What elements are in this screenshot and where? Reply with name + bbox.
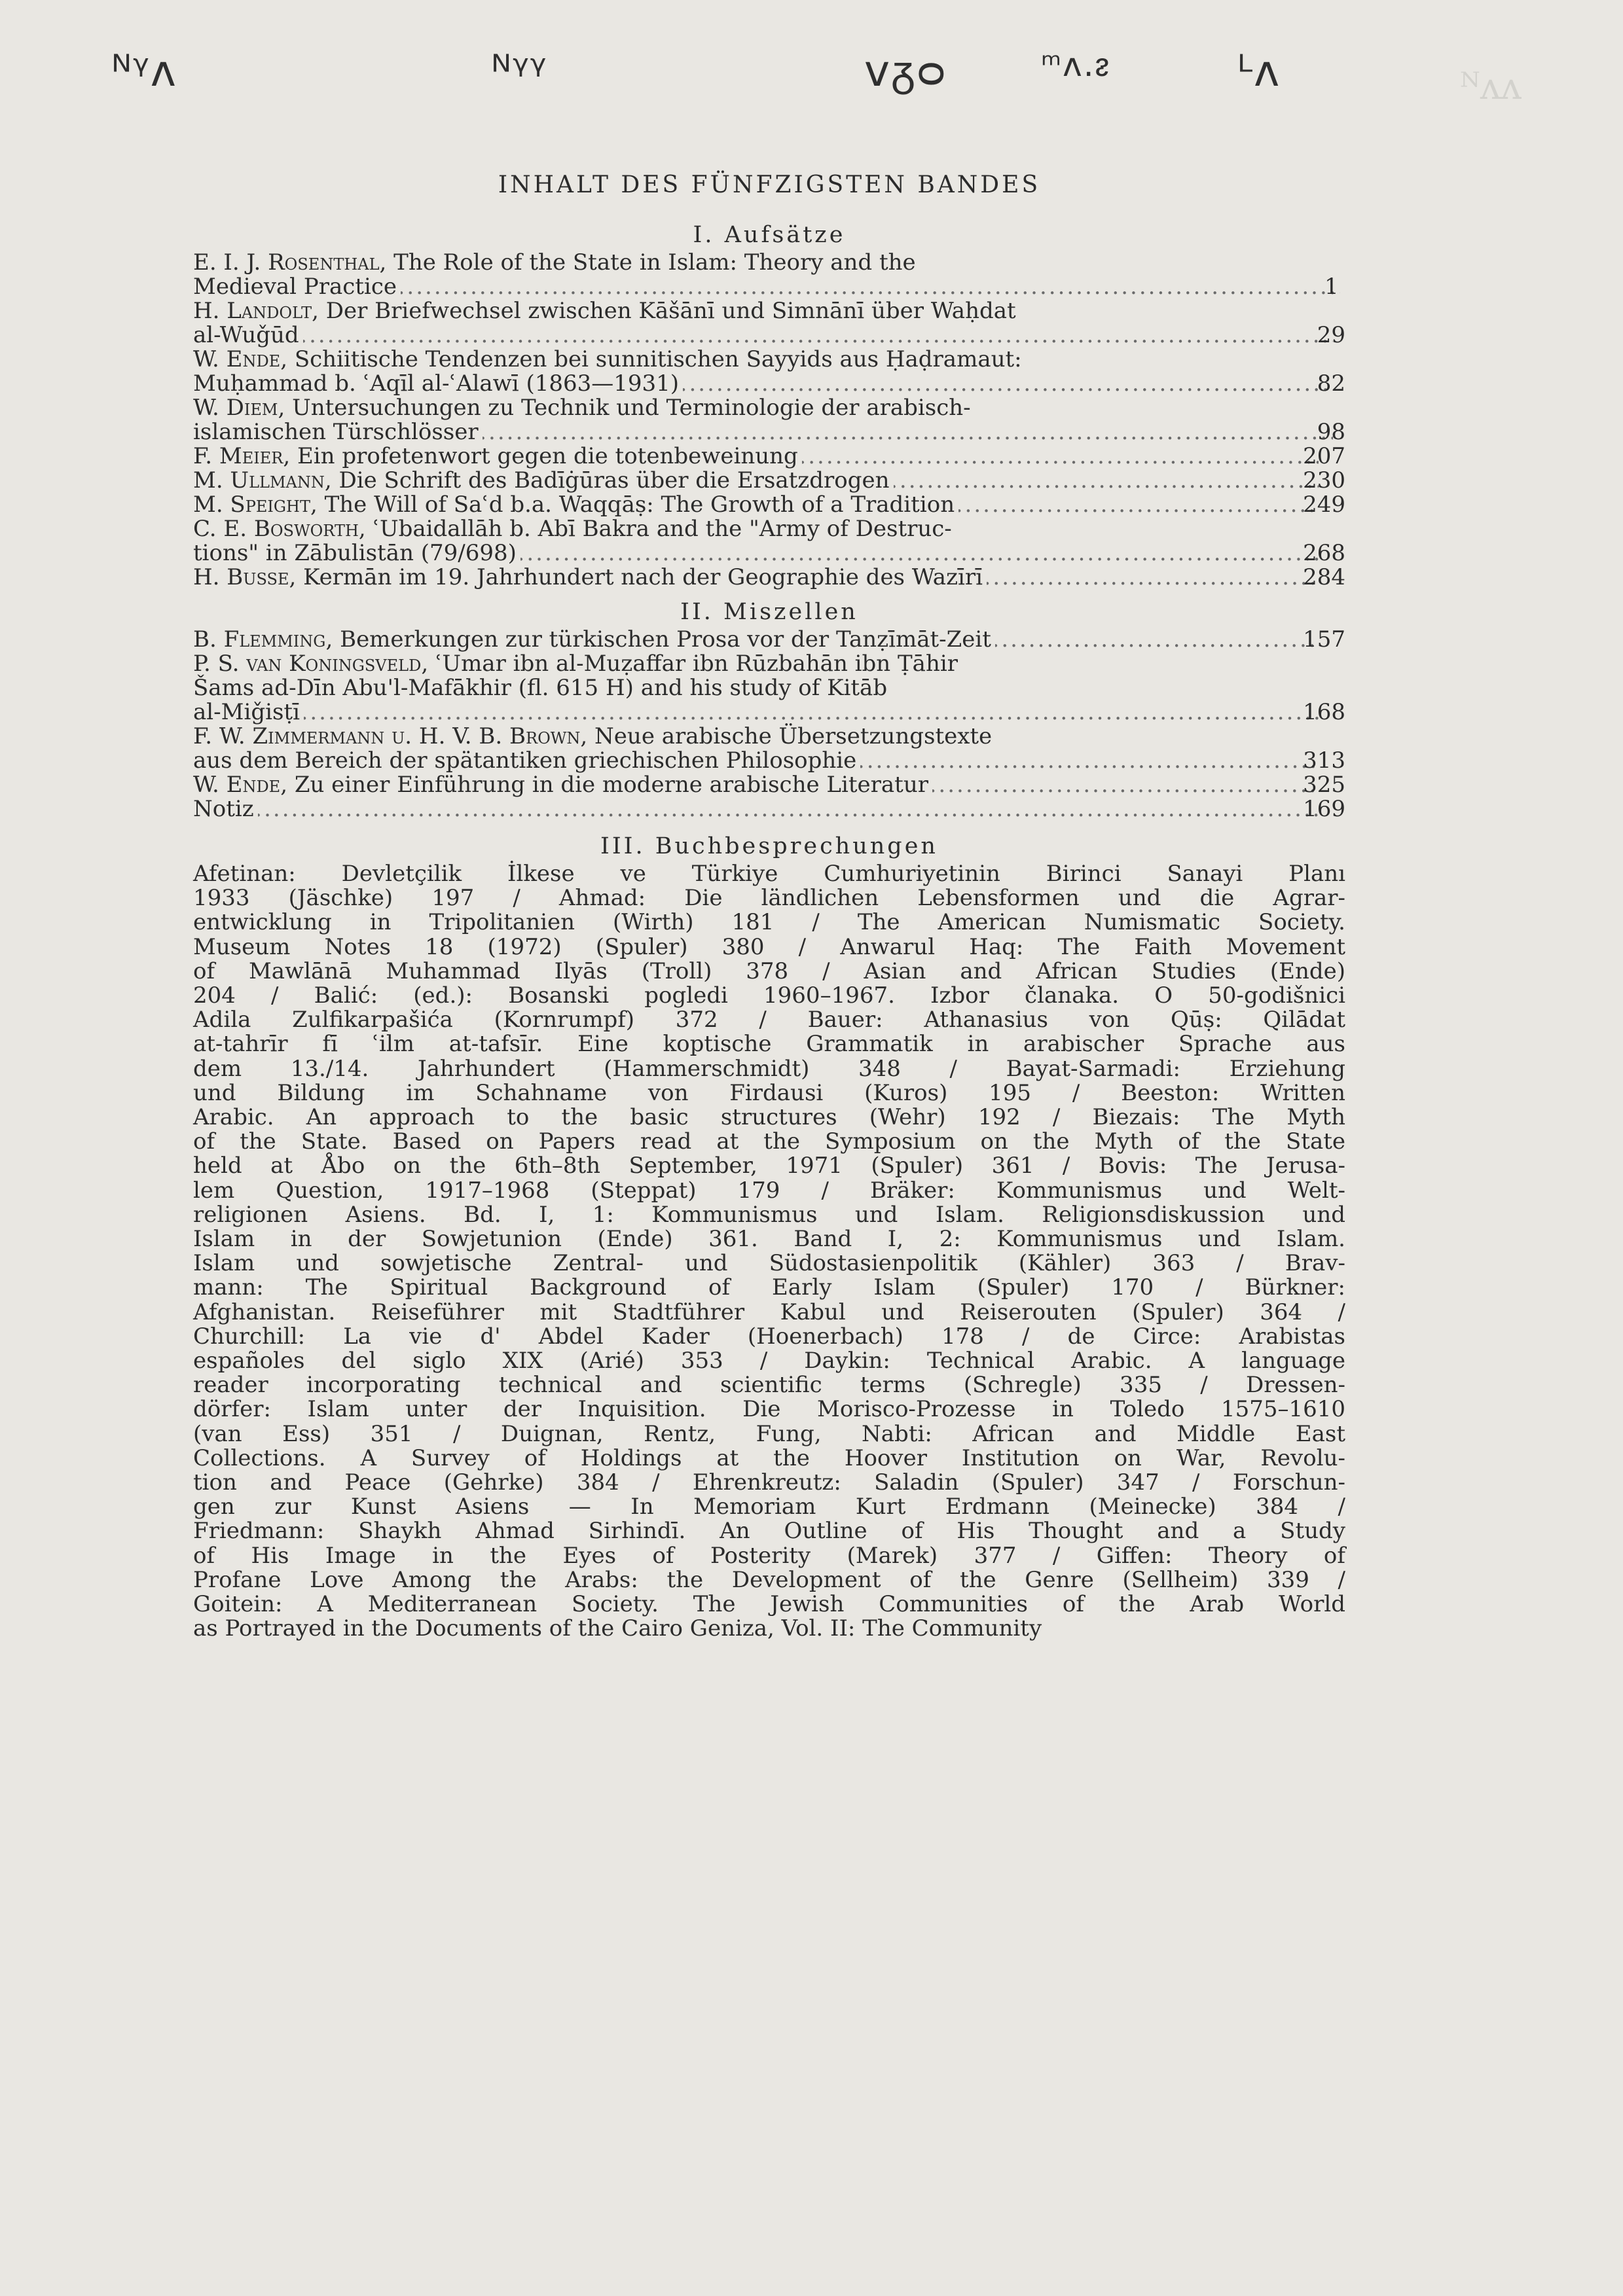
toc-entry-text: H. Busse, Kermān im 19. Jahrhundert nach der Geographie des Wazīrī [193, 564, 983, 590]
dot-leader [802, 444, 1319, 469]
review-line: gen zur Kunst Asiens — In Memoriam Kurt Erdmann (Meinecke) 384 / [193, 1494, 1345, 1520]
page-number: 207 [1303, 443, 1345, 469]
toc-author: B. Flemming, [193, 626, 340, 653]
toc-entry [193, 628, 1345, 652]
toc-entry-text: islamischen Türschlösser [193, 419, 479, 445]
review-line: Goitein: A Mediterranean Society. The Jewish Communities of the Arab World [193, 1591, 1345, 1618]
miszellen-list [193, 628, 1345, 821]
page-title: INHALT DES FÜNFZIGSTEN BANDES [498, 171, 1041, 198]
dot-leader [258, 797, 1319, 821]
dot-leader [932, 773, 1319, 797]
toc-entry-line [193, 747, 1345, 774]
handwritten-note: ᴠᵹᴑ [864, 46, 947, 96]
section-heading-aufsaetze: I. Aufsätze [693, 222, 846, 248]
toc-entry-text: E. I. J. Rosenthal, The Role of the State in Islam: Theory and the [193, 249, 916, 276]
page-number: 230 [1303, 467, 1345, 493]
toc-entry-line [193, 796, 1345, 822]
page-number: 249 [1303, 492, 1345, 518]
review-line: religionen Asiens. Bd. I, 1: Kommunismus und Islam. Religionsdiskussion und [193, 1201, 1345, 1228]
toc-entry-text: aus dem Bereich der spätantiken griechischen Philosophie [193, 747, 857, 774]
toc-entry [193, 348, 1345, 396]
review-line: (van Ess) 351 / Duignan, Rentz, Fung, Nabti: African and Middle East [193, 1420, 1345, 1447]
review-line: Afetinan: Devletçilik İlkese ve Türkiye Cumhuriyetinin Birinci Sanayi Planı [193, 861, 1345, 887]
toc-entry [193, 299, 1345, 348]
page-number: 169 [1303, 796, 1345, 822]
review-line: Islam und sowjetische Zentral- und Südostasienpolitik (Kähler) 363 / Brav- [193, 1250, 1345, 1277]
page-number: 325 [1303, 772, 1345, 798]
section-heading-buchbesprechungen: III. Buchbesprechungen [600, 833, 938, 859]
toc-entry-line [193, 626, 1345, 653]
aufsaetze-list [193, 251, 1345, 590]
toc-entry-text: B. Flemming, Bemerkungen zur türkischen Prosa vor der Tanẓīmāt-Zeit [193, 626, 991, 653]
toc-entry-line: Medieval Practice ..... 1 [214, 275, 1345, 299]
toc-entry-line [193, 699, 1345, 725]
toc-author: C. E. Bosworth, [193, 516, 373, 542]
toc-entry-line [193, 492, 1345, 518]
page-number: 313 [1303, 747, 1345, 774]
dot-leader [995, 628, 1319, 652]
toc-entry-line [193, 772, 1345, 798]
review-line: 1933 (Jäschke) 197 / Ahmad: Die ländlichen Lebensformen und die Agrar- [193, 885, 1345, 912]
review-line: Islam in der Sowjetunion (Ende) 361. Band I, 2: Kommunismus und Islam. [193, 1226, 1345, 1253]
toc-entry [193, 725, 1345, 773]
toc-entry-line [193, 540, 1345, 566]
review-line: españoles del siglo XIX (Arié) 353 / Daykin: Technical Arabic. A language [193, 1348, 1345, 1374]
toc-entry-text: W. Diem, Untersuchungen zu Technik und Terminologie der arabisch- [193, 395, 971, 421]
toc-entry-text: Muḥammad b. ʿAqīl al-ʿAlawī (1863—1931) [193, 370, 680, 397]
review-line: Churchill: La vie d' Abdel Kader (Hoenerbach) 178 / de Circe: Arabistas [193, 1323, 1345, 1350]
page-number: 157 [1303, 626, 1345, 653]
toc-author: F. W. Zimmermann u. H. V. B. Brown, [193, 723, 595, 749]
toc-entry-line [193, 249, 1345, 276]
toc-entry-line [193, 322, 1345, 348]
review-line: entwicklung in Tripolitanien (Wirth) 181 / The American Numismatic Society. [193, 909, 1345, 936]
review-line: Afghanistan. Reiseführer mit Stadtführer Kabul und Reiserouten (Spuler) 364 / [193, 1299, 1345, 1325]
toc-entry [193, 652, 1345, 725]
dot-leader [987, 565, 1319, 590]
toc-author: W. Ende, [193, 772, 295, 798]
toc-author: P. S. van Koningsveld, [193, 651, 435, 677]
page-number: 268 [1303, 540, 1345, 566]
bleed-through: ᴺᴧᴧ [1460, 65, 1522, 108]
toc-entry-line [193, 395, 1345, 421]
handwritten-note: ᴸᴧ [1237, 46, 1281, 96]
toc-entry-text: F. Meier, Ein profetenwort gegen die totenbeweinung [193, 443, 798, 469]
review-line: 204 / Balić: (ed.): Bosanski pogledi 1960–1967. Izbor članaka. O 50-godišnici [193, 982, 1345, 1009]
dot-leader [958, 493, 1319, 517]
toc-entry-text: M. Ullmann, Die Schrift des Badīġūras über die Ersatzdrogen [193, 467, 890, 493]
toc-entry-line [193, 723, 1345, 749]
handwritten-note: ᴺᵞᴧ [111, 46, 177, 96]
toc-entry-text: M. Speight, The Will of Saʿd b.a. Waqqāṣ: The Growth of a Tradition [193, 492, 955, 518]
toc-entry-text: F. W. Zimmermann u. H. V. B. Brown, Neue arabische Übersetzungstexte [193, 723, 993, 749]
toc-entry-line [193, 675, 1345, 701]
handwritten-note: ᴺᵞᵞ [491, 46, 548, 96]
toc-entry [193, 444, 1345, 469]
toc-entry-text: C. E. Bosworth, ʿUbaidallāh b. Abī Bakra and the "Army of Destruc- [193, 516, 952, 542]
review-line: Adila Zulfikarpašića (Kornrumpf) 372 / Bauer: Athanasius von Qūṣ: Qilādat [193, 1007, 1345, 1033]
toc-entry-line [193, 419, 1345, 445]
page-number: 284 [1303, 564, 1345, 590]
review-line: Profane Love Among the Arabs: the Development of the Genre (Sellheim) 339 / [193, 1566, 1345, 1593]
toc-entry-text: tions" in Zābulistān (79/698) [193, 540, 517, 566]
toc-entry [193, 773, 1345, 797]
toc-entry-line [193, 516, 1345, 542]
toc-author: E. I. J. Rosenthal, [193, 249, 394, 276]
toc-author: W. Diem, [193, 395, 293, 421]
toc-author: F. Meier, [193, 443, 297, 469]
toc-author: M. Ullmann, [193, 467, 339, 493]
review-line: reader incorporating technical and scientific terms (Schregle) 335 / Dressen- [193, 1372, 1345, 1399]
dot-leader [894, 469, 1319, 493]
toc-entry-text: W. Ende, Zu einer Einführung in die moderne arabische Literatur [193, 772, 928, 798]
toc-entry [193, 396, 1345, 444]
dot-leader [303, 323, 1333, 348]
toc-entry [193, 493, 1345, 517]
toc-entry-text: Šams ad-Dīn Abu'l-Mafākhir (fl. 615 H) and his study of Kitāb [193, 675, 888, 701]
review-line: as Portrayed in the Documents of the Cairo Geniza, Vol. II: The Community [193, 1615, 1042, 1642]
dot-leader [683, 372, 1333, 396]
toc-entry-line [193, 443, 1345, 469]
toc-entry-line [193, 564, 1345, 590]
toc-entry [193, 797, 1345, 821]
review-line: Friedmann: Shaykh Ahmad Sirhindī. An Outline of His Thought and a Study [193, 1518, 1345, 1545]
toc-entry-text: al-Wuǧūd [193, 322, 299, 348]
review-line: at-tahrīr fī ʿilm at-tafsīr. Eine koptische Grammatik in arabischer Sprache aus [193, 1031, 1345, 1058]
toc-entry-text: W. Ende, Schiitische Tendenzen bei sunnitischen Sayyids aus Ḥaḍramaut: [193, 346, 1022, 372]
review-line: Collections. A Survey of Holdings at the Hoover Institution on War, Revolu- [193, 1444, 1345, 1471]
review-line: of the State. Based on Papers read at the Symposium on the Myth of the State [193, 1128, 1345, 1155]
toc-author: H. Busse, [193, 564, 304, 590]
review-line: of Mawlānā Muhammad Ilyās (Troll) 378 / Asian and African Studies (Ende) [193, 958, 1345, 984]
toc-entry-text: H. Landolt, Der Briefwechsel zwischen Kāšānī und Simnānī über Waḥdat [193, 298, 1016, 324]
toc-entry-text: P. S. van Koningsveld, ʿUmar ibn al-Muẓaffar ibn Rūzbahān ibn Ṭāhir [193, 651, 958, 677]
toc-author: H. Landolt, [193, 298, 326, 324]
toc-entry [193, 251, 1345, 299]
toc-entry-line [193, 298, 1345, 324]
toc-entry-line [193, 467, 1345, 493]
page-number: 98 [1317, 419, 1345, 445]
review-line: und Bildung im Schahname von Firdausi (Kuros) 195 / Beeston: Written [193, 1079, 1345, 1106]
section-heading-miszellen: II. Miszellen [680, 599, 858, 625]
page-number: 168 [1303, 699, 1345, 725]
page-number: 82 [1317, 370, 1345, 397]
toc-entry-line [193, 370, 1345, 397]
table-of-contents [193, 171, 1345, 1641]
review-line: tion and Peace (Gehrke) 384 / Ehrenkreutz: Saladin (Spuler) 347 / Forschun- [193, 1469, 1345, 1496]
toc-entry-text: Notiz [193, 796, 254, 822]
review-line: Arabic. An approach to the basic structures (Wehr) 192 / Biezais: The Myth [193, 1104, 1345, 1131]
review-line: dörfer: Islam unter der Inquisition. Die Morisco-Prozesse in Toledo 1575–1610 [193, 1396, 1345, 1423]
dot-leader [483, 420, 1333, 444]
review-line: lem Question, 1917–1968 (Steppat) 179 / Bräker: Kommunismus und Welt- [193, 1177, 1345, 1204]
toc-entry [193, 565, 1345, 590]
toc-entry-line [193, 651, 1345, 677]
review-line: dem 13./14. Jahrhundert (Hammerschmidt) 348 / Bayat-Sarmadi: Erziehung [193, 1055, 1345, 1082]
toc-entry [193, 469, 1345, 493]
page-number: 29 [1317, 322, 1345, 348]
dot-leader [520, 541, 1319, 565]
book-reviews-text [193, 862, 1345, 1641]
toc-entry-text: al-Miǧisṭī [193, 699, 300, 725]
dot-leader [401, 275, 1340, 299]
review-line: held at Åbo on the 6th–8th September, 1971 (Spuler) 361 / Bovis: The Jerusa- [193, 1153, 1345, 1179]
dot-leader [304, 700, 1319, 725]
toc-author: M. Speight, [193, 492, 325, 518]
toc-author: W. Ende, [193, 346, 295, 372]
toc-entry-text: Medieval Practice [193, 274, 397, 300]
review-line: of His Image in the Eyes of Posterity (Marek) 377 / Giffen: Theory of [193, 1542, 1345, 1569]
toc-entry [193, 517, 1345, 565]
handwritten-note: ᵐᴧ.ᴤ [1041, 46, 1110, 84]
dot-leader [860, 749, 1319, 773]
toc-entry-line [193, 346, 1345, 372]
review-line: mann: The Spiritual Background of Early Islam (Spuler) 170 / Bürkner: [193, 1274, 1345, 1301]
review-line: Museum Notes 18 (1972) (Spuler) 380 / Anwarul Haq: The Faith Movement [193, 933, 1345, 960]
